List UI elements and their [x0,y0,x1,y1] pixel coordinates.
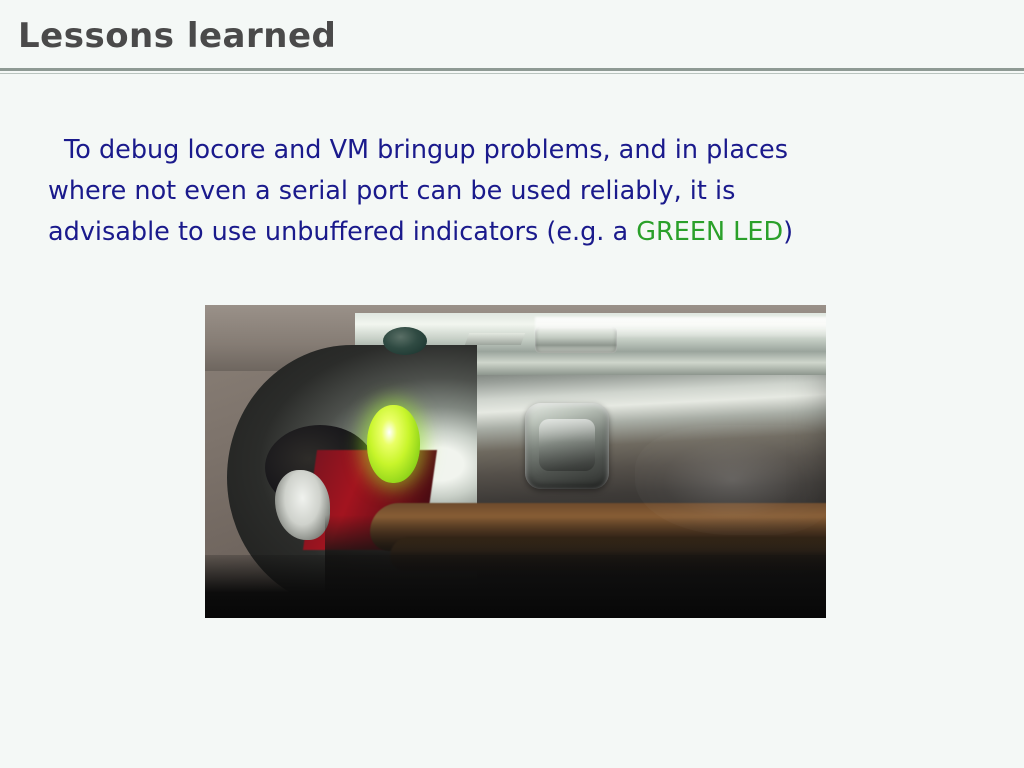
body-line-3-suffix: ) [783,217,794,247]
photo-bottom-shadow [205,555,826,618]
top-slot-detail [535,327,617,353]
body-line-3-prefix: advisable to use unbuffered indicators (e.g. a [48,217,637,247]
top-ridge-detail [465,333,525,345]
title-divider [0,68,1024,71]
slide-body-text [48,130,978,253]
small-lens-icon [383,327,427,355]
body-line-1: To debug locore and VM bringup problems, and in places [64,135,789,165]
green-led-highlight: GREEN LED [636,217,784,247]
green-led-indicator [367,405,420,483]
device-button [525,403,609,489]
page-title: Lessons learned [18,16,337,56]
body-line-2: where not even a serial port can be used reliably, it is [48,176,736,206]
device-photo [205,305,826,618]
glass-sheen [635,425,826,535]
title-divider-secondary [0,73,1024,74]
